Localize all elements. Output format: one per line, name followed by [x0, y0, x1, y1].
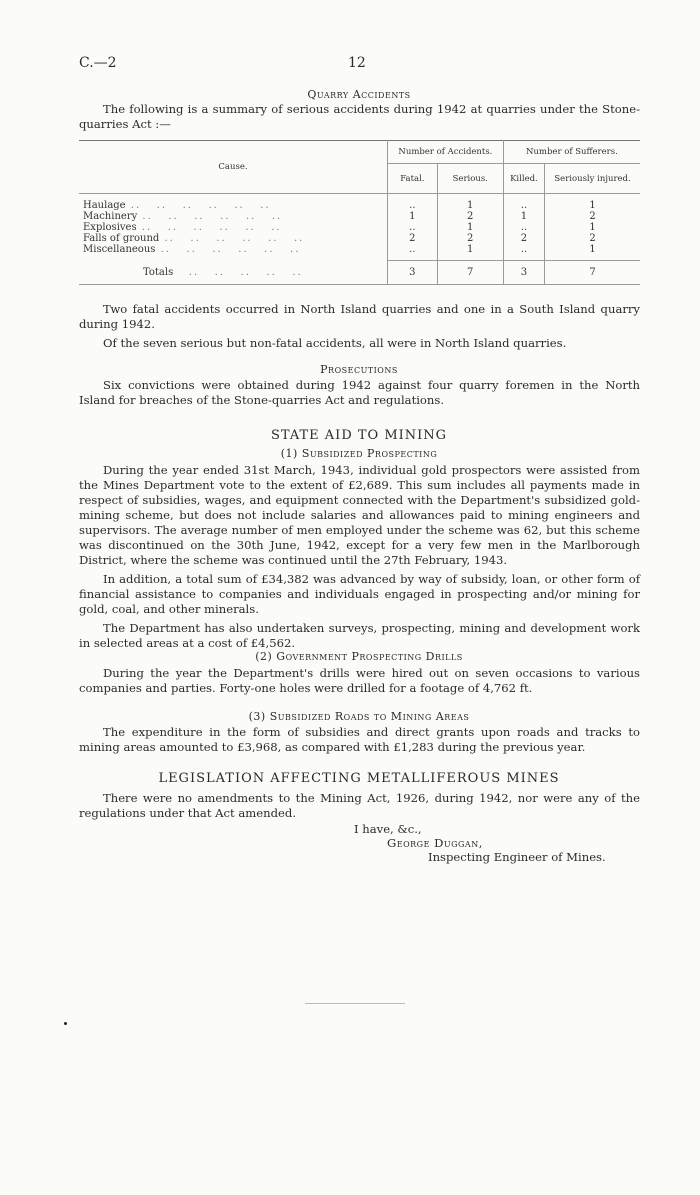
quarry-accidents-table — [79, 140, 640, 285]
legislation-heading: LEGISLATION AFFECTING METALLIFEROUS MINES — [158, 771, 560, 786]
table-row: Machinery .. .. .. .. .. .. 1 2 1 2 — [79, 211, 640, 222]
cause-cell: Miscellaneous — [83, 244, 156, 255]
sufferers-group-header: Number of Sufferers. — [503, 141, 640, 164]
fatal-cell: .. — [388, 222, 438, 233]
cause-cell: Haulage — [83, 200, 126, 211]
serious-cell: 2 — [437, 233, 503, 244]
serious-cell: 1 — [437, 222, 503, 233]
totals-serious: 7 — [437, 260, 503, 285]
quarry-note-fatal: Two fatal accidents occurred in North Island quarries and one in a South Island quarry during 1942. — [79, 302, 640, 331]
serious-cell: 1 — [437, 200, 503, 211]
table-row: Falls of ground .. .. .. .. .. .. 2 2 2 2 — [79, 233, 640, 244]
state-aid-heading: STATE AID TO MINING — [270, 428, 448, 443]
subsidized-prospecting-text — [79, 463, 640, 651]
paragraph: The Department has also undertaken surveys, prospecting, mining and development work in selected areas at a cost of £4,562. — [79, 621, 640, 650]
killed-header: Killed. — [503, 164, 544, 194]
document-reference: C.—2 — [79, 55, 117, 71]
prosecutions-heading: Prosecutions — [320, 363, 398, 376]
killed-cell: 2 — [503, 233, 544, 244]
killed-cell: 1 — [503, 211, 544, 222]
government-drills-text: During the year the Department's drills were hired out on seven occasions to various companies and parties. Forty-one holes were drilled for a footage of 4,762 ft. — [79, 666, 640, 695]
fatal-cell: 2 — [388, 233, 438, 244]
injured-cell: 1 — [589, 200, 596, 211]
signature-closing: I have, &c., — [354, 822, 422, 836]
page-mark — [64, 1022, 67, 1025]
totals-injured: 7 — [589, 266, 596, 278]
totals-killed: 3 — [503, 260, 544, 285]
killed-cell: .. — [503, 200, 544, 211]
totals-fatal: 3 — [388, 260, 438, 285]
serious-cell: 2 — [437, 211, 503, 222]
legislation-text: There were no amendments to the Mining Act, 1926, during 1942, nor were any of the regulations under that Act amended. — [79, 791, 640, 820]
serious-cell: 1 — [437, 244, 503, 255]
page-divider — [305, 1003, 405, 1004]
totals-label: Totals — [143, 266, 174, 278]
seriously-injured-header: Seriously injured. — [554, 173, 631, 184]
table-row: Haulage .. .. .. .. .. .. .. 1 .. 1 — [79, 200, 640, 211]
injured-cell: 2 — [589, 211, 596, 222]
injured-cell: 1 — [589, 222, 596, 233]
killed-cell: .. — [503, 244, 544, 255]
fatal-cell: 1 — [388, 211, 438, 222]
injured-cell: 1 — [589, 244, 596, 255]
table-row: Explosives .. .. .. .. .. .. .. 1 .. 1 — [79, 222, 640, 233]
cause-cell: Machinery — [83, 211, 138, 222]
serious-header: Serious. — [437, 164, 503, 194]
table-row: Miscellaneous .. .. .. .. .. .. .. 1 .. 1 — [79, 244, 640, 255]
quarry-notes — [79, 302, 640, 351]
fatal-header: Fatal. — [388, 164, 438, 194]
accidents-group-header: Number of Accidents. — [388, 141, 504, 164]
fatal-cell: .. — [388, 200, 438, 211]
subsidized-roads-heading: (3) Subsidized Roads to Mining Areas — [248, 710, 470, 723]
quarry-note-serious: Of the seven serious but non-fatal accidents, all were in North Island quarries. — [103, 336, 567, 350]
cause-cell: Explosives — [83, 222, 137, 233]
cause-header: Cause. — [79, 141, 388, 194]
prosecutions-text: Six convictions were obtained during 1942 against four quarry foremen in the North Island for breaches of the Stone-quarries Act and regulations. — [79, 378, 640, 407]
page-number: 12 — [348, 55, 366, 71]
quarry-intro: The following is a summary of serious accidents during 1942 at quarries under the Stone-quarries Act :— — [79, 102, 640, 131]
killed-cell: .. — [503, 222, 544, 233]
subsidized-prospecting-heading: (1) Subsidized Prospecting — [280, 447, 438, 460]
government-drills-heading: (2) Government Prospecting Drills — [255, 650, 463, 663]
fatal-cell: .. — [388, 244, 438, 255]
quarry-accidents-heading: Quarry Accidents — [307, 88, 411, 101]
paragraph: During the year ended 31st March, 1943, individual gold prospectors were assisted from the Mines Department vote to the extent of £2,689. This sum includes all payments made in respect of subsidies, wages, and equipment connected with the Department's subsidized gold-mining scheme, but does not include salaries and allowances paid to mining engineers and supervisors. The average number of men employed under the scheme was 62, but this scheme was discontinued on the 30th June, 1942, except for a very few men in the Marlborough District, where the scheme was continued until the 27th February, 1943. — [79, 463, 640, 567]
cause-cell: Falls of ground — [83, 233, 160, 244]
subsidized-roads-text: The expenditure in the form of subsidies and direct grants upon roads and tracks to mining areas amounted to £3,968, as compared with £1,283 during the previous year. — [79, 725, 640, 754]
signature-name: George Duggan, — [387, 836, 483, 850]
signature-title: Inspecting Engineer of Mines. — [428, 850, 606, 864]
injured-cell: 2 — [589, 233, 596, 244]
totals-row: Totals .. .. .. .. .. 3 7 3 7 — [79, 260, 640, 285]
paragraph: In addition, a total sum of £34,382 was advanced by way of subsidy, loan, or other form of financial assistance to companies and individuals engaged in prospecting and/or mining for gold, coal, and other minerals. — [79, 572, 640, 616]
